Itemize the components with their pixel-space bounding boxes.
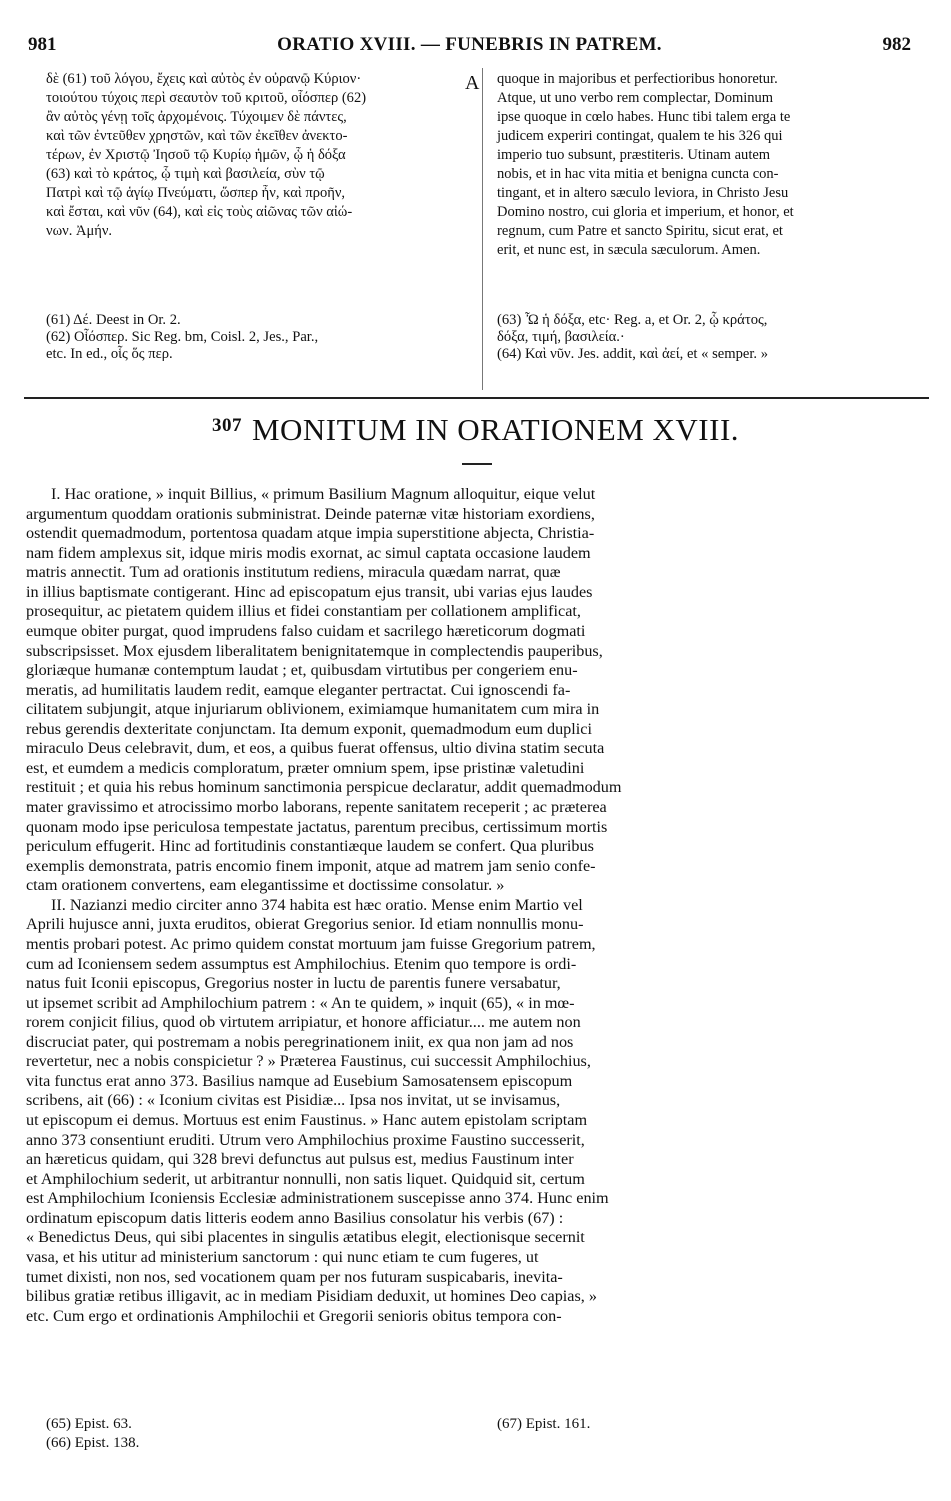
greek-column	[46, 70, 466, 241]
critical-notes-left	[46, 312, 318, 363]
body-line: restituit ; et quia his rebus hominum sanctimonia perspicue declaratur, addit quemadmodum	[26, 778, 622, 797]
section-rule	[24, 397, 929, 399]
body-line: anno 373 consentiunt eruditi. Utrum vero Amphilochius proxime Faustino successerit,	[26, 1130, 585, 1149]
greek-line: (63) καὶ τὸ κράτος, ᾧ τιμὴ καὶ βασιλεία, σὺν τῷ	[46, 166, 325, 182]
body-line: rorem conjicit filius, quod ob virtutem arripiatur, et honore afficiatur.... me autem non	[26, 1013, 581, 1032]
critical-note: (64) Καὶ νῦν. Jes. addit, καὶ ἀεί, et « semper. »	[497, 346, 769, 362]
heading-rule	[462, 463, 492, 465]
body-line: ostendit quemadmodum, portentosa quadam atque impia superstitione abjecta, Christia-	[26, 524, 595, 543]
body-line: tumet dixisti, non nos, sed vocationem quam per nos futuram suspicabaris, inevita-	[26, 1267, 563, 1286]
section-title: MONITUM IN ORATIONEM XVIII.	[251, 412, 740, 447]
page-number-left: 981	[28, 34, 57, 55]
latin-line: judicem experiri contingat, qualem te his 326 qui	[497, 128, 783, 144]
body-line: in illius baptismate contigerant. Hinc ad episcopatum ejus transit, ubi varias ejus laudes	[26, 582, 593, 601]
body-line: cum ad Iconiensem sedem assumptus est Amphilochius. Etenim quo tempore is ordi-	[26, 954, 577, 973]
body-line: ut episcopum ei demus. Mortuus est enim Faustinus. » Hanc autem epistolam scriptam	[26, 1111, 588, 1129]
body-line: an hæreticus quidam, qui 328 brevi defunctus aut pulsus est, medius Faustinum inter	[26, 1150, 574, 1169]
running-header	[28, 34, 911, 58]
latin-column	[497, 70, 917, 260]
column-marker: A	[465, 72, 480, 94]
body-line: II. Nazianzi medio circiter anno 374 habita est hæc oratio. Mense enim Martio vel	[51, 895, 583, 914]
body-line: bilibus gratiæ retibus illigavit, ac in mediam Pisidiam deduxit, ut homines Deo capias, »	[26, 1287, 597, 1306]
greek-line: ἂν αὐτὸς γένῃ τοῖς ἀρχομένοις. Τύχοιμεν δὲ πάντες,	[46, 109, 347, 125]
body-line: argumentum quoddam orationis subministrat. Deinde paternæ vitæ historiam exordiens,	[26, 504, 595, 523]
critical-note: (62) Οἷόσπερ. Sic Reg. bm, Coisl. 2, Jes., Par.,	[46, 329, 319, 345]
footnote: (66) Epist. 138.	[46, 1435, 140, 1451]
body-line: quonam modo ipse periculosa tempestate jactatus, parentum precibus, certissimum mortis	[26, 817, 608, 836]
body-line: et Amphilochium sederit, ut arbitrantur nonnulli, non satis liquet. Quidquid sit, certum	[26, 1169, 585, 1188]
body-line: eumque obiter purgat, quod imprudens falso cuidam et sacrilego hæreticorum dogmati	[26, 621, 586, 640]
greek-line: τέρων, ἐν Χριστῷ Ἰησοῦ τῷ Κυρίῳ ἡμῶν, ᾧ ἡ δόξα	[46, 147, 346, 163]
greek-line: Πατρὶ καὶ τῷ ἁγίῳ Πνεύματι, ὥσπερ ἦν, καὶ προῆν,	[46, 185, 346, 201]
section-column-number: 307	[211, 415, 242, 436]
body-line: subscripsisset. Mox ejusdem liberalitatem benignitatemque in complectendis pauperibus,	[26, 641, 603, 660]
body-line: mater gravissimo et atrocissimo morbo laborans, repente sanitatem receperit ; ac præterea	[26, 798, 607, 816]
footnote: (65) Epist. 63.	[46, 1416, 132, 1432]
column-divider	[482, 68, 483, 390]
critical-note: etc. In ed., οἷς ὅς περ.	[46, 346, 173, 362]
body-line: est Amphilochium Iconiensis Ecclesiæ administrationem suscepisse anno 374. Hunc enim	[26, 1189, 609, 1208]
critical-notes-right	[497, 312, 768, 363]
body-line: scribens, ait (66) : « Iconium civitas est Pisidiæ... Ipsa nos invitat, ut se invisamus,	[26, 1091, 561, 1110]
body-line: mentis probari potest. Ac primo quidem constat mortuum jam fuisse Gregorium patrem,	[26, 934, 596, 953]
body-line: prosequitur, ac pietatem quidem illius et fidei constantiam per collationem amplificat,	[26, 602, 581, 621]
body-line: ut ipsemet scribit ad Amphilochium patrem : « An te quidem, » inquit (65), « in mœ-	[26, 993, 575, 1012]
body-line: vasa, et his utitur ad ministerium sanctorum : qui nunc etiam te cum fugeres, ut	[26, 1247, 539, 1266]
body-line: discruciat pater, qui postremam a nobis peregrinationem iniit, ex qua non jam ad nos	[26, 1032, 574, 1051]
latin-line: quoque in majoribus et perfectioribus honoretur.	[497, 71, 778, 87]
body-line: ordinatum episcopum datis litteris eodem anno Basilius consolatur his verbis (67) :	[26, 1208, 564, 1227]
body-line: miraculo Deus celebravit, dum, et eos, a quibus fuerat offensus, ultio divina statim secuta	[26, 739, 605, 758]
footnotes-right	[497, 1415, 590, 1434]
greek-line: νων. Ἀμήν.	[46, 223, 113, 239]
body-line: gloriæque humanæ contemptum laudat ; et, quibusdam virtutibus per congeriem enu-	[26, 661, 578, 680]
latin-line: regnum, cum Patre et sancto Spiritu, sicut erat, et	[497, 223, 783, 239]
body-line: est, et eumdem a medicis comploratum, præter omnium spem, ipse pristinæ valetudini	[26, 758, 585, 777]
body-line: meratis, ad humilitatis laudem redit, eamque eleganter pertractat. Cui ignoscendi fa-	[26, 680, 571, 699]
latin-line: ipse quoque in cœlo habes. Hunc tibi talem erga te	[497, 109, 791, 125]
body-line: ctam orationem convertens, eam elegantissime et doctissime consolatur. »	[26, 876, 505, 895]
body-line: etc. Cum ergo et ordinationis Amphilochii et Gregorii senioris obitus tempora con-	[26, 1306, 562, 1325]
monitum-body	[26, 485, 910, 1326]
greek-line: τοιούτου τύχοις περὶ σεαυτὸν τοῦ κριτοῦ, οἷόσπερ (62)	[46, 90, 367, 106]
greek-line: καὶ ἔσται, καὶ νῦν (64), καὶ εἰς τοὺς αἰῶνας τῶν αἰώ-	[46, 204, 353, 220]
latin-line: imperio tuo subsunt, præstiteris. Utinam autem	[497, 147, 771, 163]
body-line: exemplis demonstrata, patris encomio finem imponit, atque ad matrem jam senio confe-	[26, 856, 596, 875]
body-line: cilitatem subjungit, atque injuriarum oblivionem, eximiamque humanitatem cum mira in	[26, 700, 600, 719]
footnotes-left	[46, 1415, 139, 1453]
critical-note: δόξα, τιμή, βασιλεία.·	[497, 329, 625, 345]
footnote: (67) Epist. 161.	[497, 1416, 591, 1432]
running-title: ORATIO XVIII. — FUNEBRIS IN PATREM.	[277, 34, 662, 55]
critical-note: (63) Ὦ ἡ δόξα, etc· Reg. a, et Or. 2, ᾧ κράτος,	[497, 312, 768, 328]
body-line: periculum effugerit. Hinc ad fortitudinis constantiæque laudem se confert. Qua pluribus	[26, 837, 594, 856]
greek-line: δὲ (61) τοῦ λόγου, ἔχεις καὶ αὐτὸς ἐν οὐρανῷ Κύριον·	[46, 71, 362, 87]
body-line: rebus gerendis dexteritate conjunctam. Ita demum exponit, quemadmodum eum duplici	[26, 719, 592, 738]
latin-line: erit, et nunc est, in sæcula sæculorum. Amen.	[497, 242, 761, 258]
body-line: Aprili hujusce anni, juxta eruditos, obierat Gregorius senior. Id etiam nonnullis monu-	[26, 915, 584, 934]
latin-line: nobis, et in hac vita mitia et benigna cuncta con-	[497, 166, 779, 182]
critical-note: (61) Δέ. Deest in Or. 2.	[46, 312, 181, 328]
body-line: matris annectit. Tum ad orationis institutum rediens, miracula quædam narrat, quæ	[26, 563, 561, 582]
body-line: nam fidem amplexus sit, idque miris modis exornat, ac simul captata occasione laudem	[26, 543, 591, 562]
body-line: « Benedictus Deus, qui sibi placentes in singulis ætatibus elegit, electionisque secernit	[26, 1228, 585, 1247]
greek-line: καὶ τῶν ἐντεῦθεν χρηστῶν, καὶ τῶν ἐκεῖθεν ἀνεκτο-	[46, 128, 348, 144]
latin-line: Atque, ut uno verbo rem complectar, Dominum	[497, 90, 774, 106]
latin-line: Domino nostro, cui gloria et imperium, et honor, et	[497, 204, 794, 220]
page-number-right: 982	[882, 34, 911, 55]
body-line: I. Hac oratione, » inquit Billius, « primum Basilium Magnum alloquitur, eique velut	[51, 485, 596, 503]
body-line: vita functus erat anno 373. Basilius namque ad Eusebium Samosatensem episcopum	[26, 1071, 573, 1090]
latin-line: tingant, et in altero sæculo leviora, in Christo Jesu	[497, 185, 789, 201]
section-heading	[0, 412, 951, 448]
body-line: revertetur, nec a nobis conspicietur ? » Præterea Faustinus, cui successit Amphilochius,	[26, 1052, 591, 1071]
body-line: natus fuit Iconii episcopus, Gregorius noster in luctu de parentis funere versabatur,	[26, 974, 561, 993]
